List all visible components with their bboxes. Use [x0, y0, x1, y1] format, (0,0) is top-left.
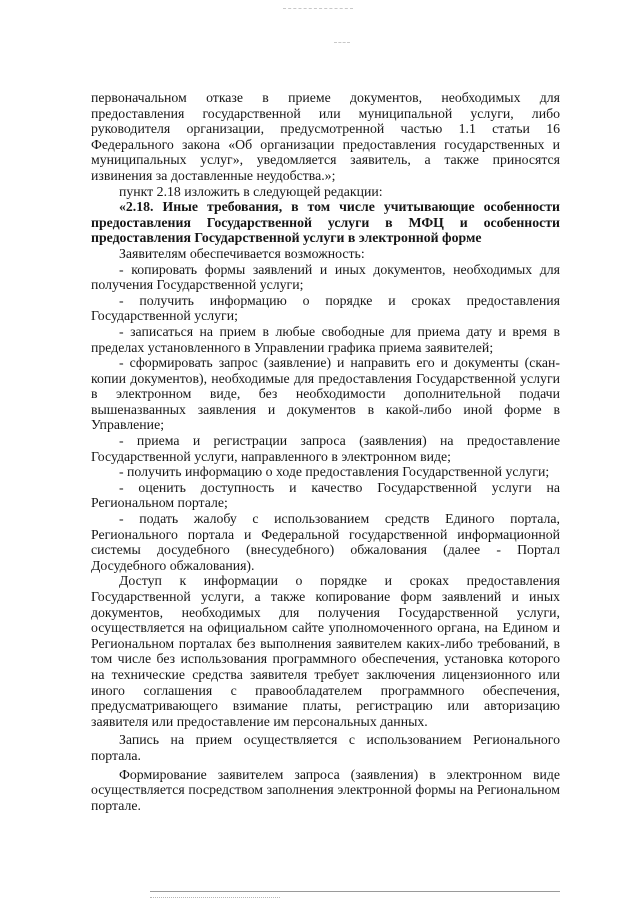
paragraph-amendment-intro: пункт 2.18 изложить в следующей редакции: [119, 183, 383, 199]
scan-footer-line [150, 891, 560, 895]
scan-footer-line [150, 897, 280, 898]
scan-header-mark [334, 42, 350, 43]
list-item-registration: - приема и регистрации запроса (заявления) на предоставление Государственной услуги, направленного в электронном виде; [91, 433, 560, 464]
list-item-copy-forms: - копировать формы заявлений и иных документов, необходимых для получения Государственной услуги; [91, 261, 560, 293]
paragraph-request-form: Формирование заявителем запроса (заявления) в электронном виде осуществляется посредством заполнения электронной формы на Региональном портале. [91, 766, 560, 813]
document-body [91, 0, 560, 813]
list-item-complaint: - подать жалобу с использованием средств Единого портала, Регионального портала и Федеральной государственной информационной системы досудебного (внесудебного) обжалования (далее - Портал Досудебного обжалования). [91, 511, 560, 573]
paragraph-continuation: первоначальном отказе в приеме документов, необходимых для предоставления государственной или муниципальной услуги, либо руководителя организации, предусмотренной частью 1.1 статьи 16 Федерального закона «Об организации предоставления государственных и муниципальных услуг», уведомляется заявитель, а также приносятся извинения за доставленные неудобства.»; [91, 90, 560, 183]
list-item-appointment: - записаться на прием в любые свободные для приема дату и время в пределах установленного в Управлении графика приема заявителей; [91, 323, 560, 355]
list-item-status-info: - получить информацию о ходе предоставления Государственной услуги; [119, 464, 550, 480]
list-item-get-info: - получить информацию о порядке и сроках предоставления Государственной услуги; [91, 292, 560, 324]
paragraph-access: Доступ к информации о порядке и сроках предоставления Государственной услуги, а также копирование форм заявлений и иных документов, необходимых для получения Государственной услуги, осуществляется на официальном сайте уполномоченного органа, на Едином и Региональном порталах без выполнения заявителем каких-либо требований, в том числе без использования программного обеспечения, установка которого на технические средства заявителя требует заключения лицензионного или иного соглашения с правообладателем программного обеспечения, предусматривающего взимание платы, регистрацию или авторизацию заявителя или предоставление им персональных данных. [91, 573, 560, 729]
scan-header-mark [283, 8, 353, 11]
section-heading-2-18: «2.18. Иные требования, в том числе учитывающие особенности предоставления Государственной услуги в МФЦ и особенности предоставления Государственной услуги в электронной форме [91, 199, 560, 246]
list-item-rate-quality: - оценить доступность и качество Государственной услуги на Региональном портале; [91, 479, 560, 511]
paragraph-booking: Запись на прием осуществляется с использованием Регионального портала. [91, 732, 560, 763]
list-item-submit-request: - сформировать запрос (заявление) и направить его и документы (скан-копии документов), необходимые для предоставления Государственной услуги в электронном виде, без необходимости дополнительной подачи вышеназванных заявления и документов в какой-либо иной форме в Управление; [91, 355, 560, 433]
paragraph-opportunities: Заявителям обеспечивается возможность: [119, 245, 365, 261]
